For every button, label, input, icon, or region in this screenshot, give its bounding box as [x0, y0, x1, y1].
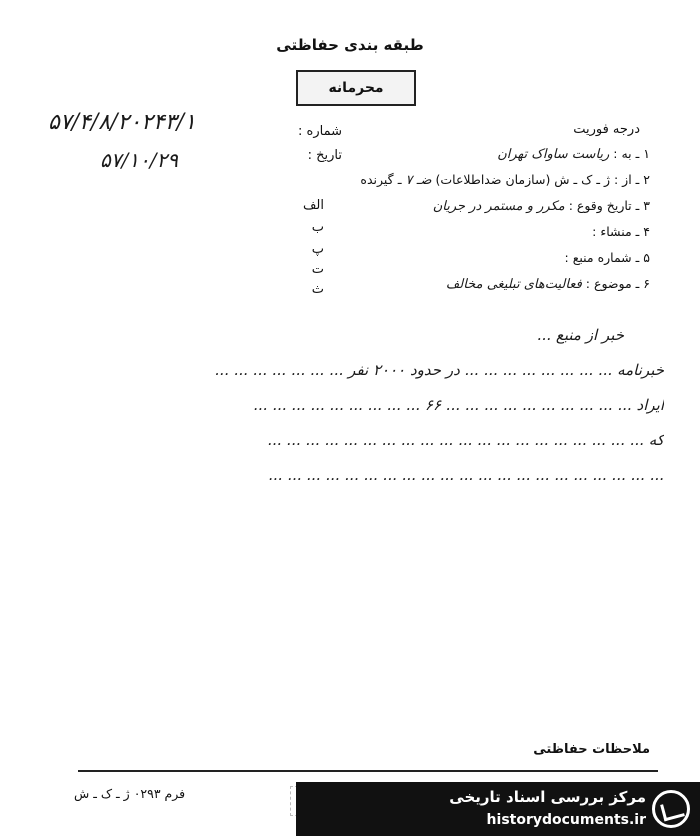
date-value: ۵۷/۱۰/۲۹ [100, 148, 178, 172]
number-label: شماره : [298, 124, 342, 139]
field-value: ریاست ساواک تهران [497, 147, 610, 162]
footer-separator [78, 770, 658, 772]
field-value: فعالیت‌های تبلیغی مخالف [445, 277, 582, 292]
form-code: فرم ۰۲۹۳ ژ ـ ک ـ ش [74, 786, 186, 801]
body-salutation: خبر از منبع ... [536, 326, 624, 344]
field-label: ۶ ـ موضوع : [585, 276, 650, 291]
field-label: ۱ ـ به : [613, 146, 650, 161]
field-value: مکرر و مستمر در جریان [432, 199, 565, 214]
field-label: ۵ ـ شماره منبع : [564, 250, 650, 265]
letter-marker: ت [311, 262, 324, 277]
letter-marker: پ [311, 242, 324, 257]
field-label: ۴ ـ منشاء : [592, 224, 650, 239]
letter-marker: الف [302, 198, 324, 213]
field-from [300, 172, 650, 188]
field-subject [300, 276, 650, 292]
field-source-number [300, 250, 650, 266]
field-to [300, 146, 650, 162]
archive-url: historydocuments.ir [486, 812, 646, 828]
body-line: خبرنامه ... ... ... ... ... ... ... ... در حدود ۲۰۰۰ نفر ... ... ... ... ... ... ... [214, 361, 664, 379]
handwritten-body [28, 318, 664, 493]
security-notes-label: ملاحظات حفاظتی [533, 742, 650, 757]
receiver-label: گیرنده [360, 172, 394, 187]
priority-label: درجه فوریت [573, 122, 640, 137]
archive-name: مرکز بررسی اسناد تاریخی [449, 788, 646, 806]
body-line: ... ... ... ... ... ... ... ... ... ... ... ... ... ... ... ... ... ... ... ... ... [268, 466, 664, 484]
body-line: که ... ... ... ... ... ... ... ... ... ... ... ... ... ... ... ... ... ... ... ... [267, 431, 664, 449]
date-label: تاریخ : [307, 148, 342, 163]
letter-marker: ث [311, 282, 324, 297]
number-value: ۵۷/۴/۸/۲۰۲۴۳/۱ [48, 110, 196, 135]
field-label: ۳ ـ تاریخ وقوع : [568, 198, 650, 213]
classification-title: طبقه بندی حفاظتی [276, 36, 424, 54]
archive-watermark [296, 782, 700, 836]
letter-marker: ب [311, 220, 324, 235]
field-label: ۲ ـ از : ژ ـ ک ـ ش (سازمان ضداطلاعات) [435, 172, 650, 187]
archive-logo-icon [652, 790, 690, 828]
field-value: ضـ ۷ ـ [397, 173, 432, 188]
field-date-occurrence [300, 198, 650, 214]
confidential-stamp: محرمانه [296, 70, 416, 106]
body-line: ایراد ... ... ... ... ... ... ... ... ... ... ۶۶ ... ... ... ... ... ... ... ... ... [253, 396, 664, 414]
field-source [300, 224, 650, 240]
